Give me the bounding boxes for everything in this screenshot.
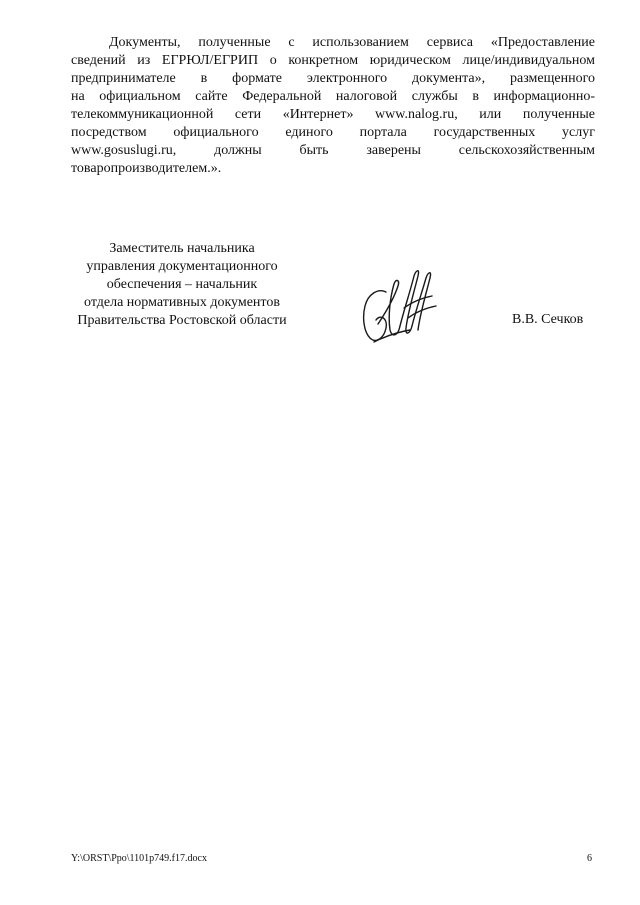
signatory-title	[64, 240, 300, 330]
paragraph-line: товаропроизводителем.».	[71, 161, 222, 176]
signatory-title-line: Заместитель начальника	[109, 241, 255, 256]
handwritten-signature	[356, 262, 440, 348]
paragraph-line: телекоммуникационной сети «Интернет» www.nalog.ru, или полученные	[71, 107, 595, 122]
paragraph-line: сведений из ЕГРЮЛ/ЕГРИП о конкретном юридическом лице/индивидуальном	[71, 53, 595, 68]
paragraph-line: Документы, полученные с использованием сервиса «Предоставление	[109, 35, 595, 50]
signatory-title-line: обеспечения – начальник	[106, 277, 258, 292]
signatory-name: В.В. Сечков	[512, 312, 584, 327]
page-number: 6	[587, 853, 592, 864]
body-paragraph	[71, 34, 595, 178]
signatory-title-line: управления документационного	[86, 259, 278, 274]
paragraph-line: посредством официального единого портала государственных услуг	[71, 125, 595, 140]
signatory-title-line: отдела нормативных документов	[84, 295, 280, 310]
footer-file-path: Y:\ORST\Ppo\1101p749.f17.docx	[71, 853, 207, 864]
paragraph-line: на официальном сайте Федеральной налоговой службы в информационно-	[71, 89, 595, 104]
signatory-title-line: Правительства Ростовской области	[77, 313, 287, 328]
paragraph-line: www.gosuslugi.ru, должны быть заверены сельскохозяйственным	[71, 143, 595, 158]
paragraph-line: предпринимателе в формате электронного документа», размещенного	[71, 71, 595, 86]
